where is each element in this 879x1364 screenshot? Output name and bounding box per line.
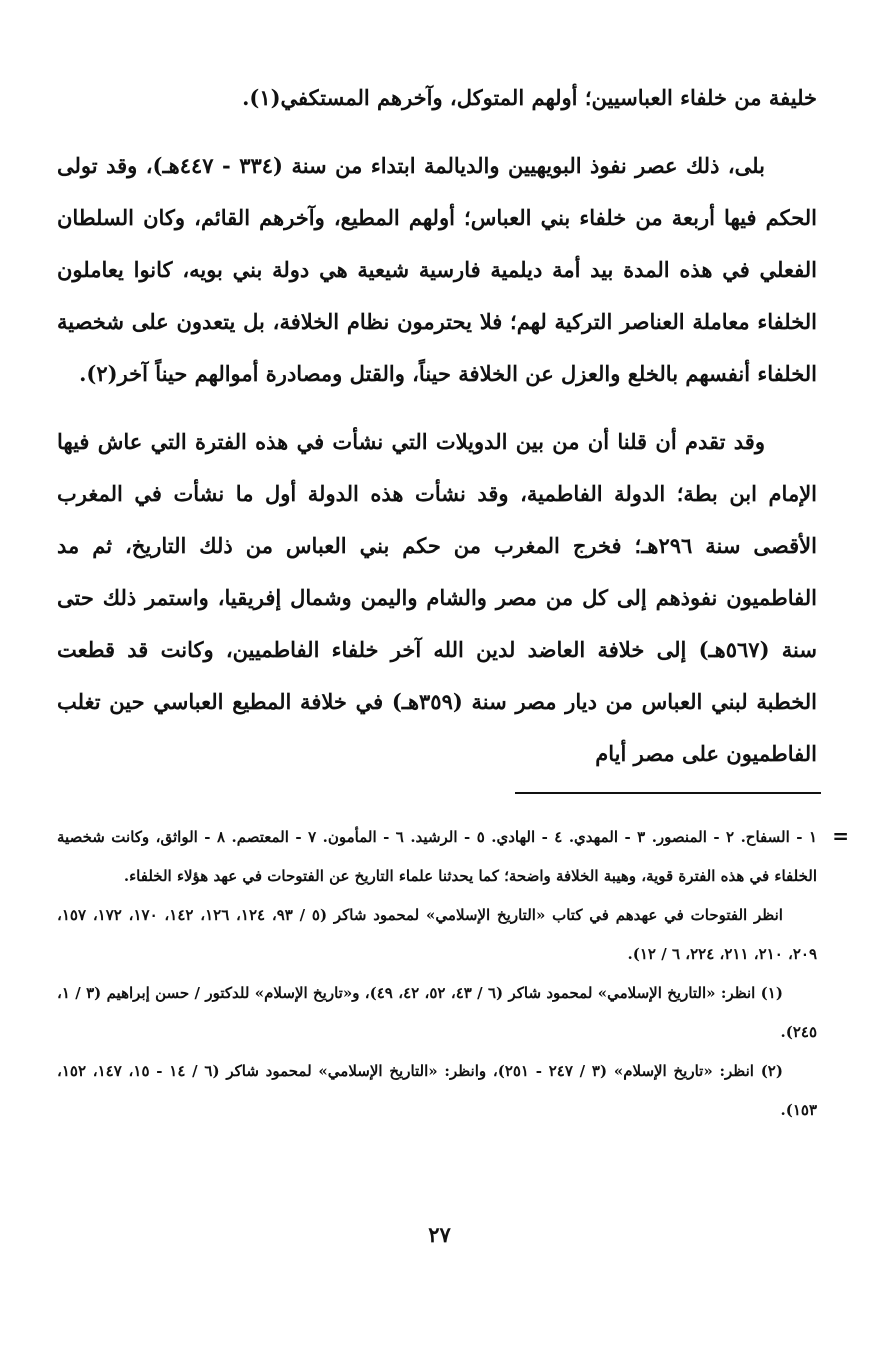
footnote-1: (١) انظر: «التاريخ الإسلامي» لمحمود شاكر (٦ / ٤٣، ٥٢، ٤٢، ٤٩)، و«تاريخ الإسلام» للدكتور / حسن إبراهيم (٣ / ١، ٢٤٥). [57,984,817,1041]
main-text [57,72,817,780]
footnote-conquests-reference: انظر الفتوحات في عهدهم في كتاب «التاريخ الإسلامي» لمحمود شاكر (٥ / ٩٣، ١٢٤، ١٢٦، ١٤٢، ١٧٠، ١٧٢، ١٥٧، ٢٠٩، ٢١٠، ٢١١، ٢٢٤، ٦ / ١٢). [57,906,817,963]
paragraph-continuation: خليفة من خلفاء العباسيين؛ أولهم المتوكل، وآخرهم المستكفي(١). [242,85,817,110]
footnote-2: (٢) انظر: «تاريخ الإسلام» (٣ / ٢٤٧ - ٢٥١)، وانظر: «التاريخ الإسلامي» لمحمود شاكر (٦ / ١٤ - ١٥، ١٤٧، ١٥٢، ١٥٣). [57,1062,817,1119]
footnote-separator [515,792,821,794]
footnotes [57,818,817,1130]
paragraph-fatimid-state: وقد تقدم أن قلنا أن من بين الدويلات التي نشأت في هذه الفترة التي عاش فيها الإمام ابن بطة؛ الدولة الفاطمية، وقد نشأت هذه الدولة أول ما نشأت في المغرب الأقصى سنة ٢٩٦هـ؛ فخرج المغرب من حكم بني العباس من ذلك التاريخ، ثم مد الفاطميون نفوذهم إلى كل من مصر والشام واليمن وشمال إفريقيا، واستمر ذلك حتى سنة (٥٦٧هـ) إلى خلافة العاضد لدين الله آخر خلفاء الفاطميين، وكانت قد قطعت الخطبة لبني العباس من ديار مصر سنة (٣٥٩هـ) في خلافة المطيع العباسي حين تغلب الفاطميون على مصر أيام [57,429,818,766]
footnote-continuation-mark: = [832,824,849,848]
page-number: ٢٧ [428,1222,451,1247]
footnote-continued: ١ - السفاح. ٢ - المنصور. ٣ - المهدي. ٤ - الهادي. ٥ - الرشيد. ٦ - المأمون. ٧ - المعتصم. ٨ - الواثق، وكانت شخصية الخلفاء في هذه الفترة قوية، وهيبة الخلافة واضحة؛ كما يحدثنا علماء التاريخ عن الفتوحات في عهد هؤلاء الخلفاء. [57,828,817,885]
paragraph-buyid-era: بلى، ذلك عصر نفوذ البويهيين والديالمة ابتداء من سنة (٣٣٤ - ٤٤٧هـ)، وقد تولى الحكم فيها أربعة من خلفاء بني العباس؛ أولهم المطيع، وآخرهم القائم، وكان السلطان الفعلي في هذه المدة بيد أمة ديلمية فارسية شيعية هي دولة بني بويه، كانوا يعاملون الخلفاء معاملة العناصر التركية لهم؛ فلا يحترمون نظام الخلافة، بل يتعدون على شخصية الخلفاء أنفسهم بالخلع والعزل عن الخلافة حيناً، والقتل ومصادرة أموالهم حيناً آخر(٢). [57,153,817,386]
